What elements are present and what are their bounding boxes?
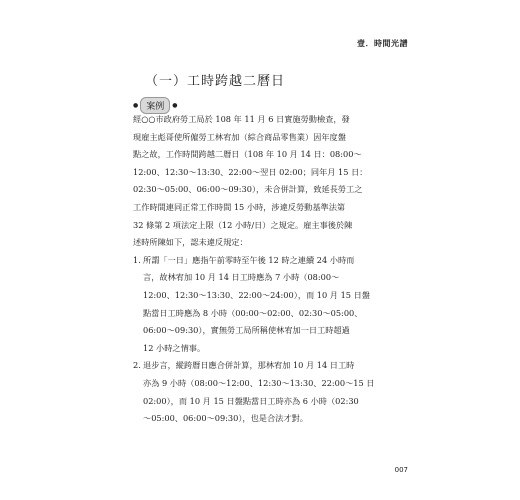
list-item-text: [143, 357, 401, 427]
list-line: 12 小時之情事。: [143, 342, 206, 353]
list-line: 點當日工時應為 8 小時（00:00～02:00、02:30～05:00、: [143, 307, 363, 318]
section-title: （一）工時跨越二曆日: [145, 74, 286, 89]
paragraph-line: 現雇主彪哥使所僱勞工林宥加（綜合商品零售業）因年度盤: [133, 131, 346, 142]
list-number: 1.: [133, 254, 141, 265]
list-item: [133, 252, 401, 358]
bullet-dot-icon: ●: [172, 102, 178, 109]
running-header: 壹．時間光譜: [357, 38, 408, 48]
list-item: [133, 357, 401, 427]
list-line: 12:00、12:30～13:30、22:00～24:00），而 10 月 15 日盤: [143, 289, 370, 300]
paragraph-line: 02:30～05:00、06:00～09:30），未合併計算，致延長勞工之: [133, 184, 363, 195]
list-line: 亦為 9 小時（08:00～12:00、12:30～13:30、22:00～15 日: [143, 377, 375, 388]
list-line: ～05:00、06:00～09:30），也是合法才對。: [143, 413, 308, 424]
list-number: 2.: [133, 360, 141, 371]
list-item-text: [143, 252, 401, 358]
page-number: 007: [394, 466, 408, 474]
list-line: 退步言，縱跨曆日應合併計算，那林宥加 10 月 14 日工時: [143, 360, 355, 371]
argument-list: [133, 252, 401, 428]
list-line: 06:00～09:30），實無勞工局所稱使林宥加一日工時超過: [143, 325, 350, 336]
case-badge: 案例: [140, 97, 170, 114]
paragraph-line: 述時所陳如下，認未違反規定：: [133, 237, 248, 248]
paragraph-line: 經○○市政府勞工局於 108 年 11 月 6 日實施勞動檢查，發: [133, 114, 350, 124]
case-body: [133, 111, 401, 428]
bullet-dot-icon: ●: [133, 102, 139, 109]
paragraph-line: 工作時間連同正常工作時間 15 小時，涉違反勞動基準法第: [133, 201, 346, 212]
list-line: 02:00），而 10 月 15 日盤點當日工時亦為 6 小時（02:30: [143, 395, 359, 406]
paragraph-line: 點之故，工作時間跨越二曆日（108 年 10 月 14 日：08:00～: [133, 149, 362, 160]
list-line: 所謂「一日」應指午前零時至午後 12 時之連續 24 小時而: [143, 254, 355, 265]
list-line: 言，故林宥加 10 月 14 日工時應為 7 小時（08:00～: [143, 272, 340, 283]
paragraph-line: 32 條第 2 項法定上限（12 小時/日）之規定。雇主事後於陳: [133, 219, 353, 230]
paragraph-line: 12:00、12:30～13:30、22:00～翌日 02:00；同年月 15 日：: [133, 166, 368, 177]
